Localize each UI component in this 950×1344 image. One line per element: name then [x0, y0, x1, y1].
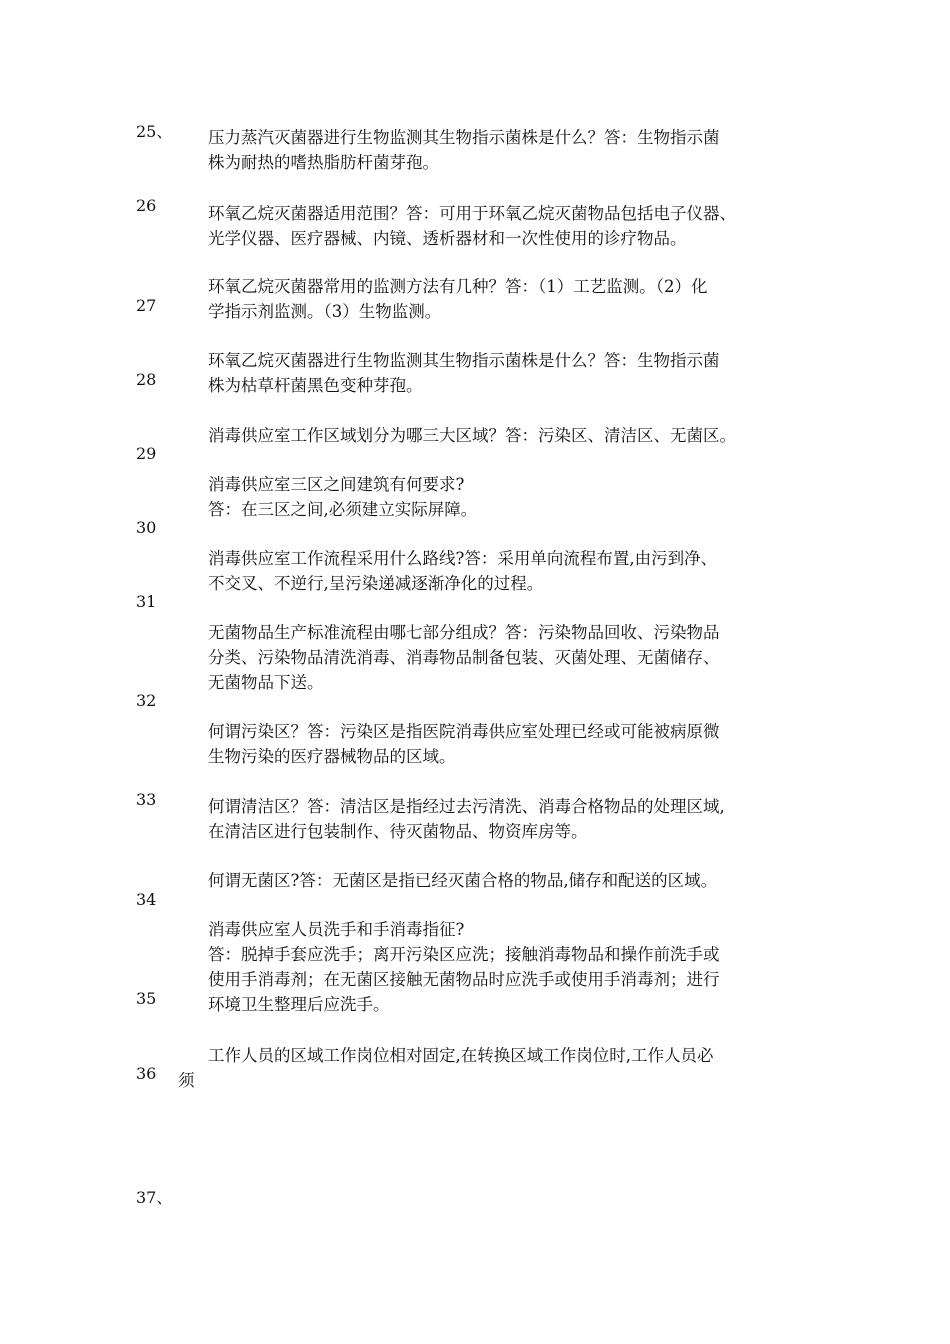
item-text-27 — [208, 274, 828, 324]
text-line: 消毒供应室人员洗手和手消毒指征? — [208, 920, 465, 939]
item-text-35 — [208, 917, 828, 1017]
text-line: 何谓污染区？答：污染区是指医院消毒供应室处理已经或可能被病原微 — [208, 722, 720, 741]
text-line: 使用手消毒剂；在无菌区接触无菌物品时应洗手或使用手消毒剂；进行 — [208, 970, 720, 989]
text-line: 无菌物品下送。 — [208, 673, 324, 692]
text-line: 环氧乙烷灭菌器适用范围？答：可用于环氧乙烷灭菌物品包括电子仪器、 — [208, 204, 736, 223]
item-number-30: 30 — [136, 518, 157, 537]
text-line: 无菌物品生产标准流程由哪七部分组成？答：污染物品回收、污染物品 — [208, 623, 720, 642]
item-number-27: 27 — [136, 296, 157, 315]
wrapped-character: 须 — [178, 1071, 195, 1090]
text-line: 环氧乙烷灭菌器进行生物监测其生物指示菌株是什么？答：生物指示菌 — [208, 351, 720, 370]
item-text-32 — [208, 620, 828, 695]
item-text-29 — [208, 423, 828, 448]
item-number-28: 28 — [136, 370, 157, 389]
item-text-31 — [208, 546, 828, 596]
item-text-clean-zone — [208, 794, 828, 844]
text-line: 生物污染的医疗器械物品的区域。 — [208, 747, 456, 766]
item-number-35: 35 — [136, 989, 157, 1008]
text-line: 何谓清洁区？答：清洁区是指经过去污清洗、消毒合格物品的处理区域, — [208, 797, 725, 816]
text-line: 株为枯草杆菌黑色变种芽孢。 — [208, 376, 423, 395]
text-line: 何谓无菌区?答：无菌区是指已经灭菌合格的物品,储存和配送的区域。 — [208, 871, 718, 890]
text-line: 压力蒸汽灭菌器进行生物监测其生物指示菌株是什么？答：生物指示菌 — [208, 128, 720, 147]
text-line: 学指示剂监测。（3）生物监测。 — [208, 302, 442, 321]
item-number-33: 33 — [136, 790, 157, 809]
text-line: 环境卫生整理后应洗手。 — [208, 995, 390, 1014]
item-text-25 — [208, 125, 828, 175]
item-text-34 — [208, 868, 828, 893]
item-text-33 — [208, 719, 828, 769]
item-number-25: 25、 — [136, 122, 173, 141]
item-number-34: 34 — [136, 890, 157, 909]
text-line: 光学仪器、医疗器械、内镜、透析器材和一次性使用的诊疗物品。 — [208, 229, 687, 248]
item-text-36 — [208, 1043, 828, 1068]
item-number-36: 36 — [136, 1064, 157, 1083]
item-text-28 — [208, 348, 828, 398]
text-line: 答：在三区之间,必须建立实际屏障。 — [208, 500, 478, 519]
item-text-26 — [208, 201, 828, 251]
text-line: 环氧乙烷灭菌器常用的监测方法有几种？答：（1）工艺监测。（2）化 — [208, 277, 708, 296]
item-text-30 — [208, 472, 828, 522]
text-line: 分类、污染物品清洗消毒、消毒物品制备包装、灭菌处理、无菌储存、 — [208, 648, 720, 667]
text-line: 消毒供应室工作流程采用什么路线?答：采用单向流程布置,由污到净、 — [208, 549, 718, 568]
text-line: 工作人员的区域工作岗位相对固定,在转换区域工作岗位时,工作人员必 — [208, 1046, 714, 1065]
item-number-31: 31 — [136, 592, 157, 611]
text-line: 消毒供应室三区之间建筑有何要求? — [208, 475, 465, 494]
text-line: 消毒供应室工作区域划分为哪三大区域？答：污染区、清洁区、无菌区。 — [208, 426, 736, 445]
item-number-32: 32 — [136, 691, 157, 710]
text-line: 答：脱掉手套应洗手；离开污染区应洗；接触消毒物品和操作前洗手或 — [208, 945, 720, 964]
item-number-37: 37、 — [136, 1188, 173, 1207]
item-number-29: 29 — [136, 444, 157, 463]
text-line: 株为耐热的嗜热脂肪杆菌芽孢。 — [208, 153, 439, 172]
item-number-26: 26 — [136, 196, 157, 215]
text-line: 不交叉、不逆行,呈污染递减逐渐净化的过程。 — [208, 574, 544, 593]
text-line: 在清洁区进行包装制作、待灭菌物品、物资库房等。 — [208, 822, 588, 841]
